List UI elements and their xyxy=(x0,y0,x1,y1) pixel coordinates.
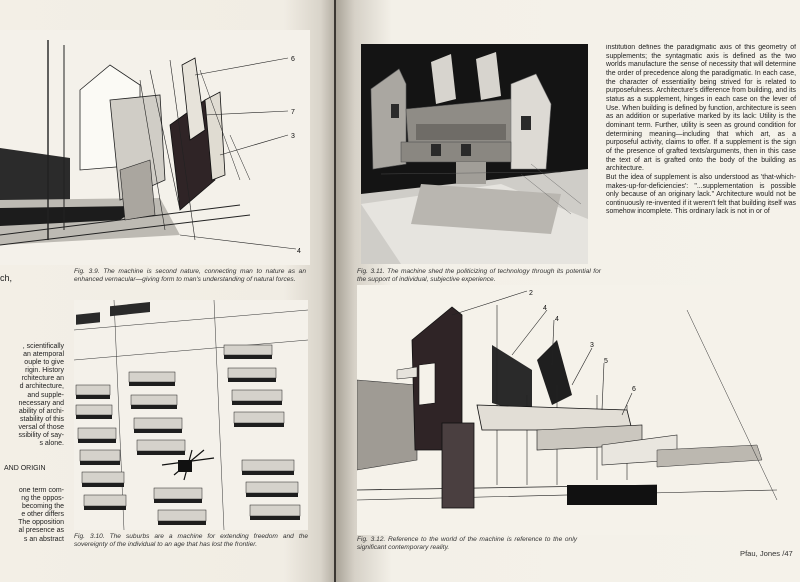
figure-3-11-photo xyxy=(361,44,588,264)
page-folio: Pfau, Jones /47 xyxy=(740,549,793,558)
fig-3-12-callout-6: 6 xyxy=(632,386,636,393)
fig-3-9-callout-6: 6 xyxy=(291,56,295,63)
figure-3-12-drawing xyxy=(357,285,797,535)
fig-3-12-callout-4a: 4 xyxy=(543,305,547,312)
body-text-column: institution defines the paradigmatic axis of this geometry of supplements; the syntagmatic axis is defined as the two worlds manufacture the sense of necessity that will determine the order of precedence along the paradigmatic. In each case, the character of essentiality being strived for is related to purposefulness. Architecture's difference from building, and its status as a supplement, hinges in each case on the lever of Use. When building is defined by function, architecture is seen as an addition or superlative marked by its lack: Utility is the dominant term. Further, utility is seen as ground condition for determining meaning—including that which art, as a purposeful activity, claims to offer. If a supplement is the sign of the presence of grafted texts/arguments, then in this case the text of art is grafted onto the body of the building as architecture. But the idea of supplement is also understood as 'that-which-makes-up-for-deficiencies': "...supplementation is possible only because of an originary lack." Architecture would not be continuously re-invented if it weren't felt that building itself was somehow incomplete. This ordinary lack is not in or of xyxy=(606,44,796,216)
right-page xyxy=(336,0,800,582)
fig-3-9-callout-4: 4 xyxy=(297,248,301,255)
fig-3-10-caption: Fig. 3.10. The suburbs are a machine for extending freedom and the sovereignty of the individual to an age that has lost the frontier. xyxy=(74,533,308,548)
figure-3-9-drawing xyxy=(0,30,310,265)
fig-3-11-caption: Fig. 3.11. The machine shed the politicizing of technology through its potential for the support of individual, subjective experience. xyxy=(357,268,601,283)
fig-3-9-caption: Fig. 3.9. The machine is second nature, connecting man to nature as an enhanced vernacular—giving form to man's understanding of natural forces. xyxy=(74,268,306,283)
fig-3-12-callout-4b: 4 xyxy=(555,316,559,323)
fig-3-12-callout-3: 3 xyxy=(590,342,594,349)
figure-3-10-drawing xyxy=(74,300,308,530)
fig-3-9-callout-7: 7 xyxy=(291,109,295,116)
fragment-subhead: AND ORIGIN xyxy=(4,465,46,472)
fragment-text-lower: one term com- ng the oppos- becoming the e other differs The opposition al presence as s an abstract xyxy=(18,487,64,543)
left-page xyxy=(0,0,334,582)
fig-3-12-callout-5: 5 xyxy=(604,358,608,365)
fragment-heading: ch, xyxy=(0,273,13,283)
fragment-text-upper: , scientifically an atemporal ouple to give rigin. History rchitecture an d architecture, and supple- necessary and ability of archi- stability of this versal of those ssibility of say- s alone. xyxy=(18,343,64,448)
fig-3-12-caption: Fig. 3.12. Reference to the world of the machine is reference to the only significant contemporary reality. xyxy=(357,536,577,551)
fig-3-9-callout-3: 3 xyxy=(291,133,295,140)
fig-3-12-callout-2: 2 xyxy=(529,290,533,297)
